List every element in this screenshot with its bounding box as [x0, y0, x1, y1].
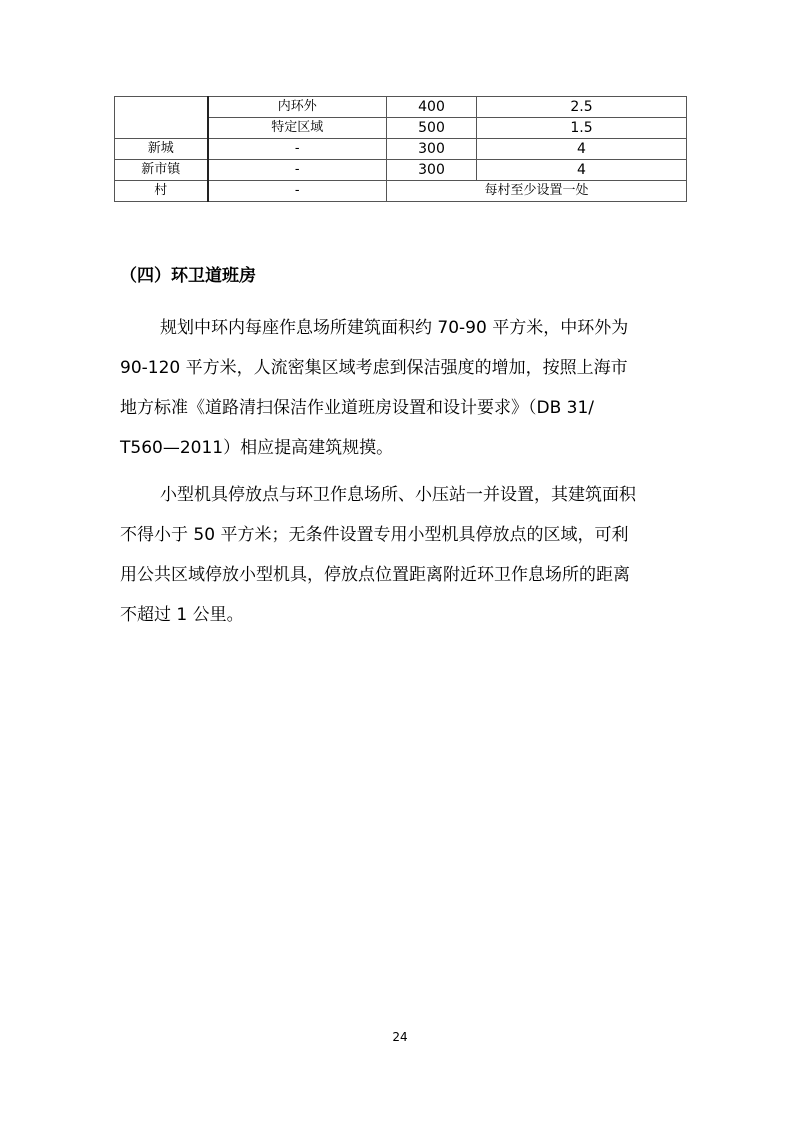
- table-row: [115, 160, 687, 181]
- table-row: [115, 97, 687, 118]
- paragraph-line: 不超过 1 公里。: [120, 605, 244, 625]
- table-cell: -: [208, 181, 387, 202]
- page-number: 24: [392, 1030, 408, 1044]
- paragraph-line: 地方标准《道路清扫保洁作业道班房设置和设计要求》（DB 31/: [120, 398, 595, 418]
- table-row: [115, 181, 687, 202]
- table-cell: 400: [387, 97, 477, 118]
- table-cell: 村: [115, 181, 208, 202]
- facility-standard-table: [114, 96, 687, 202]
- table-row: [115, 139, 687, 160]
- paragraph-line: 小型机具停放点与环卫作息场所、小压站一并设置，其建筑面积: [160, 485, 636, 505]
- paragraph-workstation-area: [120, 308, 690, 468]
- table-cell: 300: [387, 139, 477, 160]
- paragraph-line: 不得小于 50 平方米；无条件设置专用小型机具停放点的区域，可利: [120, 525, 629, 545]
- paragraph-machine-parking: [120, 475, 690, 635]
- table-cell: -: [208, 160, 387, 181]
- section-heading: （四）环卫道班房: [120, 266, 256, 286]
- table-cell: 500: [387, 118, 477, 139]
- table-cell: 2.5: [477, 97, 687, 118]
- table-cell: -: [208, 139, 387, 160]
- table-cell-merged: [115, 97, 208, 139]
- paragraph-line: 用公共区域停放小型机具，停放点位置距离附近环卫作息场所的距离: [120, 565, 630, 585]
- table-cell: 新市镇: [115, 160, 208, 181]
- table-cell: 1.5: [477, 118, 687, 139]
- table-cell-merged: 每村至少设置一处: [387, 181, 687, 202]
- table-cell: 内环外: [208, 97, 387, 118]
- table-cell: 300: [387, 160, 477, 181]
- table-cell: 新城: [115, 139, 208, 160]
- paragraph-line: 90-120 平方米，人流密集区域考虑到保洁强度的增加，按照上海市: [120, 358, 628, 378]
- paragraph-line: 规划中环内每座作息场所建筑面积约 70-90 平方米，中环外为: [160, 318, 629, 338]
- table-cell: 4: [477, 139, 687, 160]
- table-cell: 特定区域: [208, 118, 387, 139]
- table-cell: 4: [477, 160, 687, 181]
- paragraph-line: T560—2011）相应提高建筑规摸。: [120, 438, 394, 458]
